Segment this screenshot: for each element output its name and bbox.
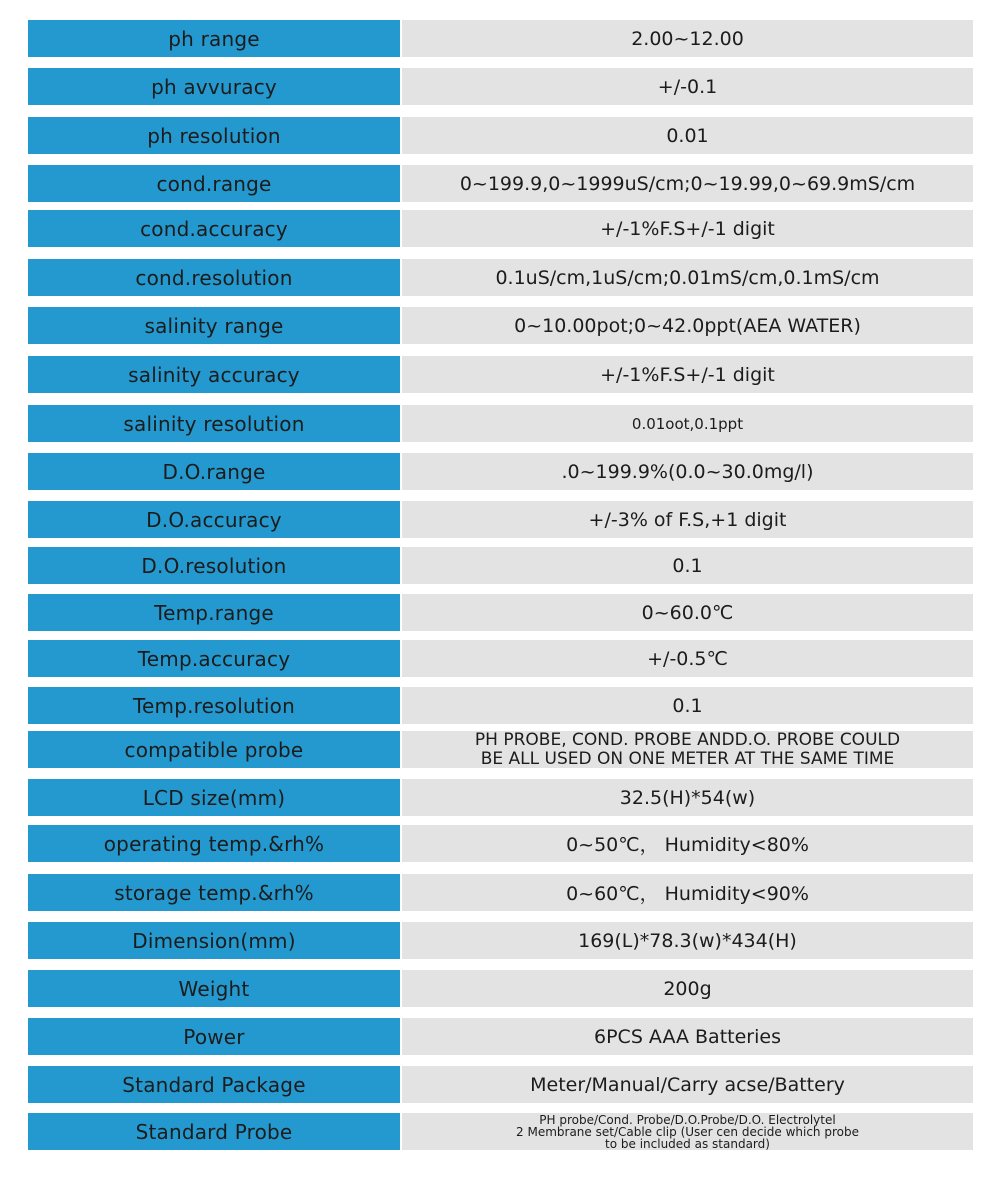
spec-row-lcd-size (28, 779, 973, 816)
spec-row-compatible-probe (28, 731, 973, 768)
spec-label: D.O.range (28, 453, 400, 490)
spec-value: +/-0.5℃ (402, 640, 973, 677)
spec-row-salinity-accuracy (28, 356, 973, 393)
spec-row-ph-range (28, 20, 973, 57)
spec-value-line: 2 Membrane set/Cable clip (User cen decide which probe (516, 1124, 859, 1139)
spec-value: .0~199.9%(0.0~30.0mg/l) (402, 453, 973, 490)
spec-label: operating temp.&rh% (28, 825, 400, 862)
spec-row-weight (28, 970, 973, 1007)
spec-label: salinity range (28, 307, 400, 344)
spec-label: cond.resolution (28, 259, 400, 296)
spec-row-cond-accuracy (28, 210, 973, 247)
spec-row-ph-resolution (28, 117, 973, 154)
spec-row-temp-accuracy (28, 640, 973, 677)
spec-label: Power (28, 1018, 400, 1055)
spec-row-power (28, 1018, 973, 1055)
spec-value: 0~10.00pot;0~42.0ppt(AEA WATER) (402, 307, 973, 344)
spec-label: Temp.accuracy (28, 640, 400, 677)
spec-value: 169(L)*78.3(w)*434(H) (402, 922, 973, 959)
spec-row-salinity-range (28, 307, 973, 344)
spec-value: 0~60.0℃ (402, 594, 973, 631)
spec-label: Standard Package (28, 1066, 400, 1103)
spec-label: D.O.accuracy (28, 501, 400, 538)
spec-value: 6PCS AAA Batteries (402, 1018, 973, 1055)
spec-value: 0.01oot,0.1ppt (402, 405, 973, 442)
spec-row-standard-package (28, 1066, 973, 1103)
spec-value: +/-1%F.S+/-1 digit (402, 210, 973, 247)
spec-value-line: PH probe/Cond. Probe/D.O.Probe/D.O. Electrolytel (539, 1112, 836, 1127)
spec-row-do-resolution (28, 547, 973, 584)
spec-value (402, 1113, 973, 1150)
spec-value: 0.1 (402, 687, 973, 724)
spec-value: 0~60℃， Humidity<90% (402, 874, 973, 911)
spec-label: salinity accuracy (28, 356, 400, 393)
spec-row-salinity-resolution (28, 405, 973, 442)
spec-label: Temp.range (28, 594, 400, 631)
spec-row-ph-accuracy (28, 68, 973, 105)
spec-value-line: PH PROBE, COND. PROBE ANDD.O. PROBE COULD (474, 729, 901, 750)
spec-label: Standard Probe (28, 1113, 400, 1150)
spec-row-standard-probe (28, 1113, 973, 1150)
spec-value (402, 731, 973, 768)
spec-value: 0.01 (402, 117, 973, 154)
spec-value: 200g (402, 970, 973, 1007)
spec-value: +/-1%F.S+/-1 digit (402, 356, 973, 393)
spec-value: 32.5(H)*54(w) (402, 779, 973, 816)
spec-row-operating-temp (28, 825, 973, 862)
spec-value: 0~50℃， Humidity<80% (402, 825, 973, 862)
spec-value: +/-0.1 (402, 68, 973, 105)
spec-row-do-accuracy (28, 501, 973, 538)
spec-label: salinity resolution (28, 405, 400, 442)
spec-label: storage temp.&rh% (28, 874, 400, 911)
spec-row-dimension (28, 922, 973, 959)
spec-label: compatible probe (28, 731, 400, 768)
spec-row-cond-range (28, 165, 973, 202)
spec-label: cond.accuracy (28, 210, 400, 247)
spec-label: ph avvuracy (28, 68, 400, 105)
spec-label: LCD size(mm) (28, 779, 400, 816)
spec-value: +/-3% of F.S,+1 digit (402, 501, 973, 538)
spec-value: 0.1uS/cm,1uS/cm;0.01mS/cm,0.1mS/cm (402, 259, 973, 296)
spec-value: Meter/Manual/Carry acse/Battery (402, 1066, 973, 1103)
spec-value: 0.1 (402, 547, 973, 584)
spec-row-temp-resolution (28, 687, 973, 724)
spec-value-line: to be included as standard) (605, 1136, 770, 1151)
spec-label: Temp.resolution (28, 687, 400, 724)
spec-row-do-range (28, 453, 973, 490)
spec-label: ph resolution (28, 117, 400, 154)
spec-row-cond-resolution (28, 259, 973, 296)
spec-label: D.O.resolution (28, 547, 400, 584)
spec-value: 2.00~12.00 (402, 20, 973, 57)
spec-row-storage-temp (28, 874, 973, 911)
spec-row-temp-range (28, 594, 973, 631)
spec-label: Dimension(mm) (28, 922, 400, 959)
spec-label: Weight (28, 970, 400, 1007)
spec-value: 0~199.9,0~1999uS/cm;0~19.99,0~69.9mS/cm (402, 165, 973, 202)
spec-label: ph range (28, 20, 400, 57)
spec-label: cond.range (28, 165, 400, 202)
spec-value-line: BE ALL USED ON ONE METER AT THE SAME TIME (480, 748, 895, 769)
